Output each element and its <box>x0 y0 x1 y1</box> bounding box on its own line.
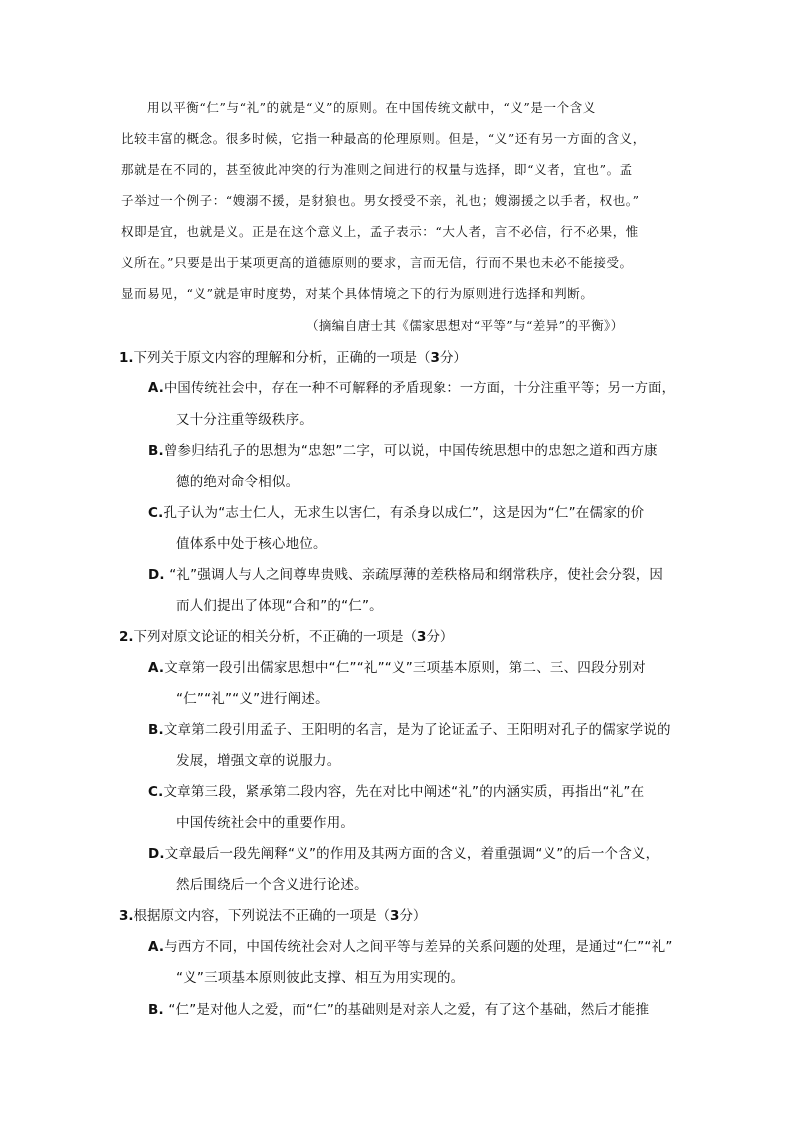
question-points: 3 <box>417 629 427 645</box>
question-points: 3 <box>390 908 400 924</box>
option-letter: B. <box>148 1002 164 1018</box>
option-b <box>148 1000 649 1020</box>
option-d <box>148 565 663 585</box>
option-letter: C. <box>148 784 164 800</box>
option-c <box>148 503 644 523</box>
option-text: 孔子认为“志士仁人，无求生以害仁，有杀身以成仁”，这是因为“仁”在儒家的价 <box>163 505 645 521</box>
option-text: 中国传统社会中，存在一种不可解释的矛盾现象：一方面，十分注重平等；另一方面， <box>163 381 676 396</box>
option-text: 与西方不同，中国传统社会对人之间平等与差异的关系问题的处理，是通过“仁”“礼” <box>164 939 673 955</box>
option-b <box>148 441 658 461</box>
option-text: 文章最后一段先阐释“义”的作用及其两方面的含义，着重强调“义”的后一个含义， <box>164 846 660 862</box>
option-text-cont: 然后围绕后一个含义进行论述。 <box>176 877 368 893</box>
option-letter: D. <box>148 846 165 862</box>
option-text: 文章第三段，紧承第二段内容，先在对比中阐述“礼”的内涵实质，再指出“礼”在 <box>163 784 645 800</box>
option-text-cont: 发展，增强文章的说服力。 <box>176 753 341 769</box>
option-letter: C. <box>148 505 164 521</box>
question-text-end: 分） <box>399 908 427 924</box>
option-text: “礼”强调人与人之间尊卑贵贱、亲疏厚薄的差秩格局和纲常秩序，使社会分裂，因 <box>164 567 664 583</box>
question-text: 下列对原文论证的相关分析，不正确的一项是（ <box>133 629 418 645</box>
option-text: 文章第一段引出儒家思想中“仁”“礼”“义”三项基本原则，第二、三、四段分别对 <box>164 660 646 676</box>
option-letter: D. <box>148 567 165 583</box>
passage-line: 比较丰富的概念。很多时候，它指一种最高的伦理原则。但是，“义”还有另一方面的含义， <box>121 131 646 146</box>
option-a <box>148 379 675 399</box>
option-d <box>148 844 659 864</box>
question-number: 3. <box>119 908 134 924</box>
option-text-cont: 中国传统社会中的重要作用。 <box>176 815 355 831</box>
question-number: 2. <box>119 629 134 645</box>
option-a <box>148 658 646 678</box>
passage-line: 显而易见，“义”就是审时度势，对某个具体情境之下的行为原则进行选择和判断。 <box>121 286 594 301</box>
question-stem <box>119 906 426 926</box>
option-text-cont: 德的绝对命令相似。 <box>176 474 300 490</box>
question-points: 3 <box>430 350 440 366</box>
option-letter: A. <box>148 939 165 955</box>
passage-line: 义所在。”只要是出于某项更高的道德原则的要求，言而无信，行而不果也未必不能接受。 <box>121 255 633 270</box>
question-number: 1. <box>119 350 134 366</box>
passage-line: 权即是宜，也就是义。正是在这个意义上，孟子表示：“大人者，言不必信，行不必果，惟 <box>121 224 639 239</box>
option-letter: B. <box>148 722 164 738</box>
option-letter: A. <box>148 660 165 676</box>
option-letter: A. <box>148 381 164 396</box>
question-text-end: 分） <box>426 629 454 645</box>
source-citation: （摘编自唐士其《儒家思想对“平等”与“差异”的平衡》） <box>306 318 624 333</box>
option-text: 文章第二段引用孟子、王阳明的名言，是为了论证孟子、王阳明对孔子的儒家学说的 <box>163 722 671 738</box>
option-a <box>148 937 673 957</box>
option-text-cont: 而人们提出了体现“合和”的“仁”。 <box>176 598 383 614</box>
option-text: “仁”是对他人之爱，而“仁”的基础则是对亲人之爱，有了这个基础，然后才能推 <box>163 1002 650 1018</box>
passage-line: 用以平衡“仁”与“礼”的就是“义”的原则。在中国传统文献中，“义”是一个含义 <box>147 100 596 115</box>
option-text-cont: “义”三项基本原则彼此支撑、相互为用实现的。 <box>176 970 465 986</box>
option-text-cont: 值体系中处于核心地位。 <box>176 536 327 552</box>
passage-line: 子举过一个例子：“嫂溺不援，是豺狼也。男女授受不亲，礼也；嫂溺援之以手者，权也。” <box>121 193 640 208</box>
question-text: 根据原文内容，下列说法不正确的一项是（ <box>133 908 391 924</box>
passage-line: 那就是在不同的，甚至彼此冲突的行为准则之间进行的权量与选择，即“义者，宜也”。孟 <box>121 162 633 177</box>
question-stem <box>119 348 467 368</box>
question-stem <box>119 627 453 647</box>
question-text-end: 分） <box>439 350 467 366</box>
option-c <box>148 782 644 802</box>
option-letter: B. <box>148 443 164 459</box>
question-text: 下列关于原文内容的理解和分析，正确的一项是（ <box>133 350 431 366</box>
option-text-cont: “仁”“礼”“义”进行阐述。 <box>176 691 329 707</box>
option-text-cont: 又十分注重等级秩序。 <box>176 412 313 428</box>
option-b <box>148 720 671 740</box>
option-text: 曾参归结孔子的思想为“忠恕”二字，可以说，中国传统思想中的忠恕之道和西方康 <box>163 443 658 459</box>
